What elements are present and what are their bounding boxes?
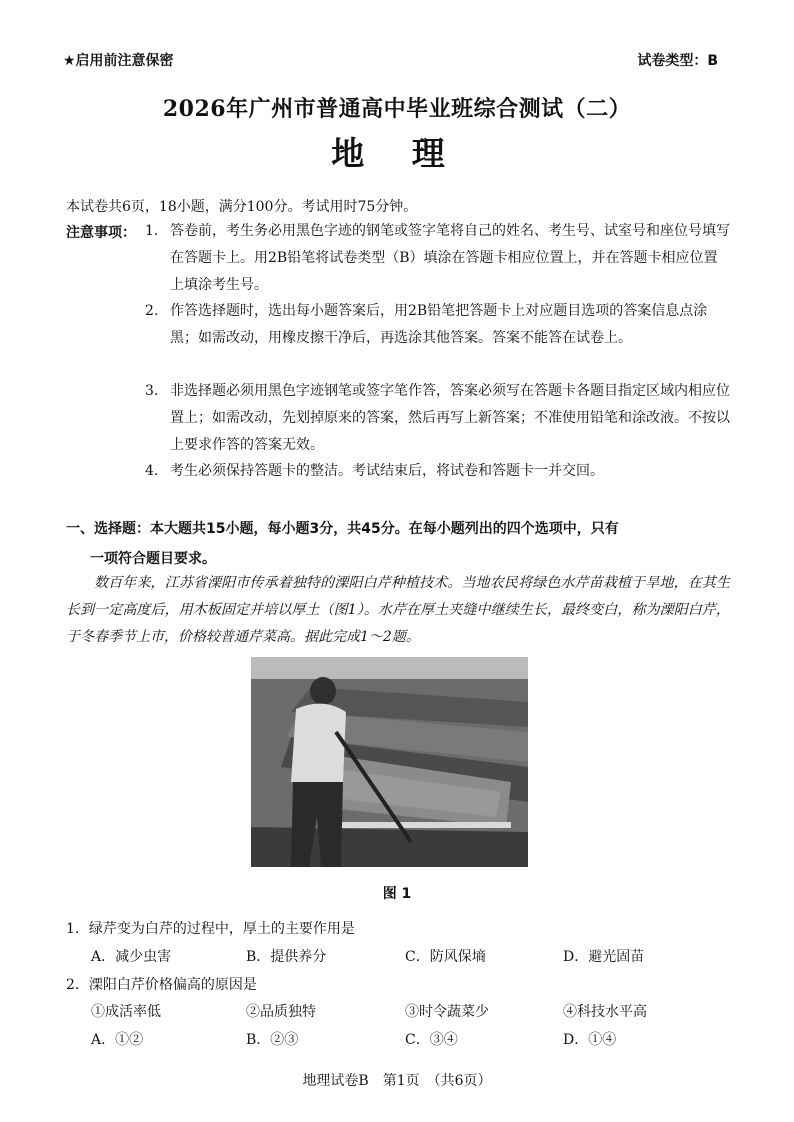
q2-statement-4: ④科技水平高 bbox=[563, 1004, 647, 1020]
q2-statement-1: ①成活率低 bbox=[91, 1004, 161, 1020]
q2-statement-3: ③时令蔬菜少 bbox=[405, 1004, 489, 1020]
notice-item bbox=[145, 378, 730, 459]
page-footer: 地理试卷B 第1页 （共6页） bbox=[302, 1073, 492, 1089]
q2-option-d[interactable]: D．①④ bbox=[563, 1032, 617, 1048]
notice-number: 3. bbox=[145, 383, 159, 399]
section-heading-line2: 一项符合题目要求。 bbox=[90, 551, 216, 567]
notice-number: 1. bbox=[145, 223, 159, 239]
q2-statement-2: ②品质独特 bbox=[246, 1004, 316, 1020]
notice-text: 答卷前，考生务必用黑色字迹的钢笔或签字笔将自己的姓名、考生号、试室号和座位号填写在答题卡上。用2B铅笔将试卷类型（B）填涂在答题卡相应位置上，并在答题卡相应位置上填涂考生号。 bbox=[170, 223, 730, 293]
notice-number: 4. bbox=[145, 463, 159, 479]
q1-option-b[interactable]: B．提供养分 bbox=[246, 949, 327, 965]
notice-item bbox=[145, 298, 730, 352]
section-heading-line1: 一、选择题：本大题共15小题，每小题3分，共45分。在每小题列出的四个选项中，只有 bbox=[66, 521, 619, 537]
notice-item bbox=[145, 218, 730, 299]
q1-option-d[interactable]: D．避光固苗 bbox=[563, 949, 645, 965]
exam-info: 本试卷共6页，18小题，满分100分。考试用时75分钟。 bbox=[66, 199, 418, 215]
confidential-label: ★启用前注意保密 bbox=[63, 53, 174, 69]
figure-1-photo bbox=[251, 657, 528, 867]
figure-caption: 图 1 bbox=[382, 886, 412, 902]
section-heading bbox=[66, 514, 730, 574]
notice-text: 作答选择题时，选出每小题答案后，用2B铅笔把答题卡上对应题目选项的答案信息点涂黑；如需改动，用橡皮擦干净后，再选涂其他答案。答案不能答在试卷上。 bbox=[170, 303, 708, 346]
notice-label: 注意事项： bbox=[66, 225, 136, 241]
reading-passage: 数百年来，江苏省溧阳市传承着独特的溧阳白芹种植技术。当地农民将绿色水芹苗栽植于旱地，在其生长到一定高度后，用木板固定并培以厚土（图1）。水芹在厚土夹缝中继续生长，最终变白，称为溧阳白芹，于冬春季节上市，价格较普通芹菜高。据此完成1～2题。 bbox=[66, 575, 730, 645]
notice-text: 考生必须保持答题卡的整洁。考试结束后，将试卷和答题卡一并交回。 bbox=[170, 463, 604, 479]
q2-option-c[interactable]: C．③④ bbox=[405, 1032, 458, 1048]
notice-text: 非选择题必须用黑色字迹钢笔或签字笔作答，答案必须写在答题卡各题目指定区域内相应位置上；如需改动，先划掉原来的答案，然后再写上新答案；不准使用铅笔和涂改液。不按以上要求作答的答案无效。 bbox=[170, 383, 730, 453]
q2-option-b[interactable]: B．②③ bbox=[246, 1032, 299, 1048]
question-2-stem: 2．溧阳白芹价格偏高的原因是 bbox=[66, 977, 257, 993]
q1-option-a[interactable]: A．减少虫害 bbox=[91, 949, 172, 965]
notice-item bbox=[145, 458, 730, 485]
subject-title: 地 理 bbox=[331, 134, 463, 173]
notice-number: 2. bbox=[145, 303, 159, 319]
q2-option-a[interactable]: A．①② bbox=[91, 1032, 144, 1048]
exam-title: 2026年广州市普通高中毕业班综合测试（二） bbox=[162, 96, 632, 122]
question-1-stem: 1．绿芹变为白芹的过程中，厚土的主要作用是 bbox=[66, 921, 355, 937]
q1-option-c[interactable]: C．防风保墒 bbox=[405, 949, 486, 965]
paper-type-label: 试卷类型：B bbox=[637, 53, 718, 69]
